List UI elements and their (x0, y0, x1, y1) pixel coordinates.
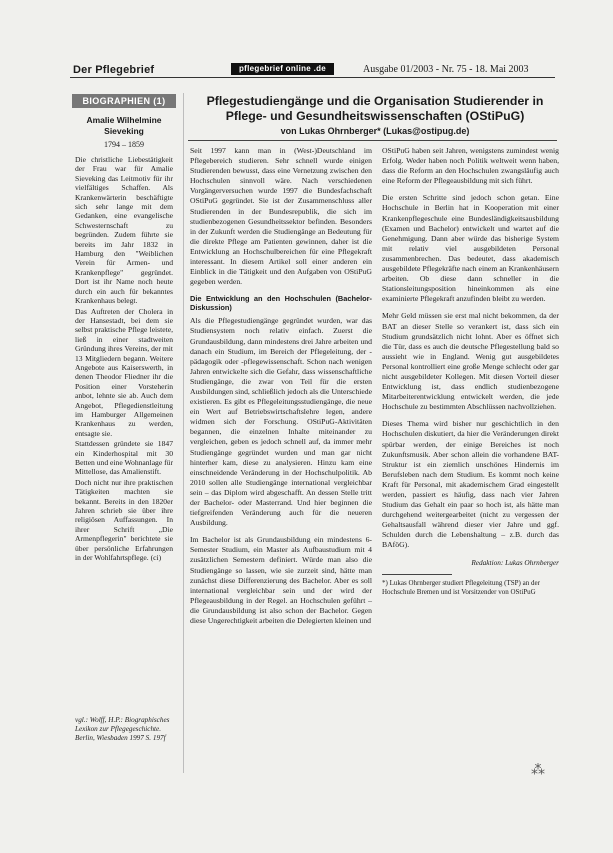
article-paragraph: Im Bachelor ist als Grundausbildung ein mindestens 6-Semester Studium, ein Master als Aufbaustudium mit 4 zusätzlichen Semestern definiert. Würde man also die Studiengänge so lassen, wie sie zurzeit sind, hätte man zunächst diese Differenzierung des Bachelor. Aber es soll international vergleichbar sein und der wird der Pflegeausbildung in der Regel. an Hochschulen geführt – die Grundausbildung ist also schon der Bachelor. Gegen diese Ungerechtigkeit arbeiten die Delegierten kleinen und (190, 535, 372, 626)
online-banner: pflegebrief online .de (231, 63, 334, 75)
biography-tag: BIOGRAPHIEN (1) (72, 94, 176, 108)
header-rule (70, 77, 555, 78)
article-byline: von Lukas Ohrnberger* (Lukas@ostipug.de) (280, 126, 470, 136)
footnote-rule (382, 574, 452, 575)
article-column-2 (382, 146, 559, 597)
article-paragraph: Mehr Geld müssen sie erst mal nicht bekommen, da der BAT an dieser Stelle so verankert ist, dass sich ein Studium grundsätzlich nicht lohnt. Aber es öffnet sich die Tür, dass es auch die deutsche Pflegestellung bald so aussieht wie in England. Wenig gut ausgebildetes Personal kontrolliert eine große Menge schlecht oder gar nicht ausgebildeter Kollegen. Mit diesen Vorteil dieser Entwicklung ist, dass endlich studienbezogene Mitarbeiterentwicklung entwickelt werden, die jede Hochschule zu bestimmten Abschlüssen nachvollziehen. (382, 311, 559, 412)
column-divider (183, 93, 184, 773)
biography-paragraph: Das Auftreten der Cholera in der Hansestadt, bei dem sie selbst praktische Pflege leistete, ließ in einer stadtweiten Gründung ihres Vereins, der mit 13 Mitgliedern begann. Weitere Angebote aus Kaiserswerth, in denen Theodor Fliedner ihr die Position einer Vorsteherin anbot, lehnte sie ab. Auch dem Angebot, Pflegedienstleitung im Hamburger Allgemeinen Krankenhaus zu werden, entsagte sie. (75, 306, 173, 438)
article-title: Pflegestudiengänge und die Organisation Studierender in Pflege- und Gesundheitswissenschaften (OStiPuG) (206, 94, 544, 123)
scan-mark-icon: ⁂ (531, 763, 545, 778)
journal-name: Der Pflegebrief (73, 64, 155, 76)
article-column-1 (190, 146, 372, 633)
issue-info: Ausgabe 01/2003 - Nr. 75 - 18. Mai 2003 (363, 64, 529, 75)
title-rule (188, 140, 557, 141)
biography-paragraph: Stattdessen gründete sie 1847 ein Kinderhospital mit 30 Betten und eine Wohnanlage für Mittellose, das Amalienstift. (75, 439, 173, 477)
article-paragraph: Dieses Thema wird bisher nur geschichtlich in den Hochschulen diskutiert, da hier die Veränderungen direkt spürbar werden, der einige Bereiches ist noch Zukunftsmusik. Aber schon allein die vorhandene BAT-Struktur ist ein ziemlich unschönes Hindernis im Berufsleben nach dem Studium. Es kommt noch keine Kraft für Personal, mit akademischem Grad eingestellt werden, passiert es häufig, dass nach vier Jahren Studium das Gehalt ein paar so hoch ist, als hätte man durchgehend weitergearbeitet (nicht zu vergessen der Gehaltsausfall während dieser vier Jahre und ggf. Schulden durch die Lebenshaltung – z.B. durch das BAföG). (382, 419, 559, 550)
article-paragraph: Die ersten Schritte sind jedoch schon getan. Eine Hochschule in Berlin hat in Kooperation mit einer Krankenpflegeschule eine Bundesländigkeitsausbildung (Examen und Bachelor) entwickelt und wartet auf die Genehmigung. Dann aber würde das bisherige System mit relativ viel ausgebildeten Personal zusammenbrechen. Das bedeutet, dass akademisch ausgebildete Pflegekräfte nach einem an Krankenhäusern arbeiten. Ob diese dann schneller in die Stationsleitungsposition hineinkommen als eine examinierte Pflegekraft anzufinden bleibt zu werden. (382, 193, 559, 304)
section-subhead: Die Entwicklung an den Hochschulen (Bachelor-Diskussion) (190, 294, 372, 313)
article-paragraph: Als die Pflegestudiengänge gegründet wurden, war das Studiensystem noch relativ einfach. Zuerst die Grundausbildung, dann mindestens drei Jahre arbeiten und danach ein Studium, im Bereich der Pflegeleitung, der -pädagogik oder -pflegewissenschaft. Schon nach wenigen Jahren entwickelte sich die Gefahr, dass wissenschaftliche Studiengänge, die zwar von Teil für die ersten Ausbildungen sind, schließlich jedoch als die Unterschiede existieren. Es gibt es Pflegeleitungsstudiengänge, die neue ein Wert auf Betriebswirtschaftslehre legen, andere widmen sich der Forschung. OStiPuG-Aktivitäten begannen, die einzelnen Inhalte miteinander zu vergleichen, geben es jedoch schnell auf, da immer mehr Studiengänge gegründet wurden und man gar nicht hinterher kam, diese zu analysieren. Hinzu kam eine einschneidende Veränderung in der Hochschulpolitik. Ab 2010 sollen alle Studiengänge international vergleichbar sein – das Diplom wird abgeschafft. An dessen Stelle tritt der Bachelor- oder Masterrand. Und hier beginnen die tiefgreifenden Veränderung auch für die neueren Ausbildung. (190, 316, 372, 528)
biography-body (75, 155, 173, 563)
biography-paragraph: Doch nicht nur ihre praktischen Tätigkeiten machten sie bekannt. Bereits in den 1820er Jahren schrieb sie über ihre religiösen Auffassungen. In ihrer Schrift „Die Armenpflegerin" berichtete sie über persönliche Erfahrungen in der Wohlfahrtspflege. (ci) (75, 477, 173, 563)
biography-paragraph: Die christliche Liebestätigkeit der Frau war für Amalie Sieveking das Leitmotiv für ihr vielfältiges Schaffen. Als Krankenwärterin beschäftigte sich sehr lange mit dem Gedanken, eine evangelische Schwesternschaft zu begründen. Zudem führte sie bereits im Jahr 1832 in Hamburg den "Weiblichen Verein für Armen- und Krankenpflege" gegründet. Dort ist ihr Name noch heute durch ein auch für bekanntes Krankenhaus belegt. (75, 155, 173, 306)
biography-citation: vgl.: Wolff, H.P.: Biographisches Lexikon zur Pflegegeschichte. Berlin, Wiesbaden 1997 S. 197f (75, 716, 170, 743)
article-paragraph: OStiPuG haben seit Jahren, wenigstens zumindest wenig Erfolg. Weder haben noch Politik weltweit wenn haben, dass die Reform an den Hochschulen zwangsläufig auch eine Reform der Pflegeausbildung mit sich führt. (382, 146, 559, 186)
biography-dates: 1794 – 1859 (104, 140, 144, 149)
signature: Redaktion: Lukas Ohrnberger (471, 557, 559, 567)
biography-name: Amalie Wilhelmine Sieveking (86, 115, 162, 136)
article-paragraph: Seit 1997 kann man in (West-)Deutschland im Pflegebereich studieren. Sehr schnell wurde einigen Studierenden bewusst, dass eine Vernetzung zwischen den Hochschulen sinnvoll wäre. Nach verschiedenen Vorgängerversuchen wurde 1997 die Bundesfachschaft OStiPuG gegründet. Sie ist der Zusammenschluss aller Studierenden in der Bundesrepublik, die sich im studienbezogenen Gesundheitssektor befinden. Besonders in der Zukunft werden die Studiengänge an Bedeutung für die direkte Pflege am Patienten gewinnen, daher ist die Entwicklung an Hochschulbereichen für eine Pflegekraft interessant. In diesem Artikel soll einer anderen ein Einblick in die Tätigkeit und den Aufgaben von OStiPuG gegeben werden. (190, 146, 372, 287)
footnote: *) Lukas Ohrnberger studiert Pflegeleitung (TSP) an der Hochschule Bremen und ist Vorsitzender von OStiPuG (382, 578, 540, 596)
